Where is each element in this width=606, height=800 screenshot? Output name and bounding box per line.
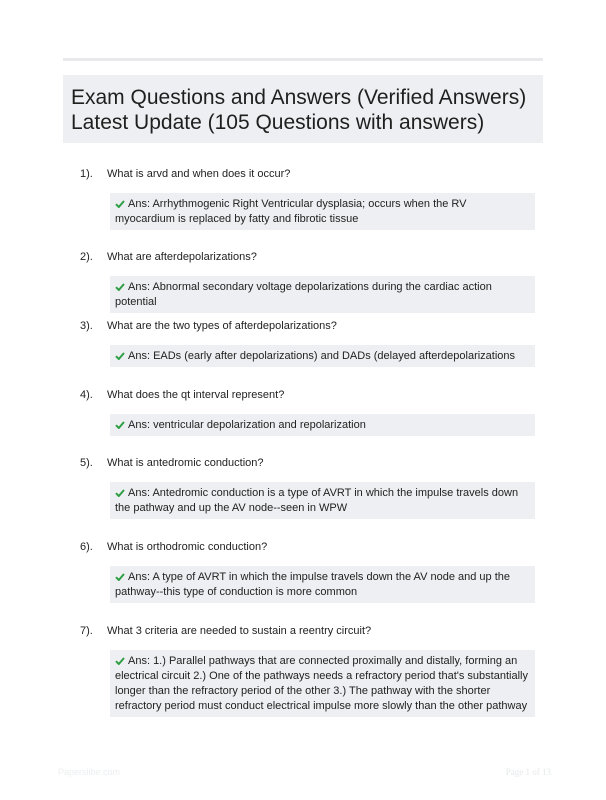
answer-text: Ans: Abnormal secondary voltage depolarizations during the cardiac action potential [115, 281, 492, 308]
question-text: What does the qt interval represent? [107, 389, 285, 401]
answer-text: Ans: 1.) Parallel pathways that are connected proximally and distally, forming an electrical circuit 2.) One of the pathways needs a refractory period that's substantially longer than the refractory period of the other 3.) The pathway with the shorter refractory period must conduct electrical impulse more slowly than the other pathway [115, 655, 528, 712]
check-icon [115, 573, 125, 581]
question-number: 3). [80, 320, 93, 332]
answer-text: Ans: Antedromic conduction is a type of AVRT in which the impulse travels down the pathway and up the AV node--seen in WPW [115, 487, 519, 514]
answer-box [110, 566, 535, 603]
question-number: 6). [80, 541, 93, 553]
check-icon [115, 352, 125, 360]
check-icon [115, 200, 125, 208]
question-text: What are afterdepolarizations? [107, 251, 257, 263]
answer-text: Ans: EADs (early after depolarizations) and DADs (delayed afterdepolarizations [128, 350, 516, 362]
question-number: 1). [80, 168, 93, 180]
question-text: What is antedromic conduction? [107, 457, 264, 469]
question-item-1 [80, 167, 536, 230]
question-number: 7). [80, 625, 93, 637]
page-title-line-2: Latest Update (105 Questions with answers) [71, 111, 485, 134]
check-icon [115, 489, 125, 497]
answer-box [110, 482, 535, 519]
question-item-2 [80, 250, 536, 313]
question-item-4 [80, 388, 536, 436]
answer-box [110, 276, 535, 313]
answer-box [110, 345, 535, 367]
question-number: 2). [80, 251, 93, 263]
question-text: What are the two types of afterdepolarizations? [107, 320, 337, 332]
footer-watermark: Paperslibe.com [58, 767, 121, 777]
title-banner [63, 75, 543, 143]
question-item-6 [80, 540, 536, 603]
question-number: 4). [80, 389, 93, 401]
check-icon [115, 421, 125, 429]
answer-box [110, 414, 535, 436]
answer-text: Ans: Arrhythmogenic Right Ventricular dysplasia; occurs when the RV myocardium is replaced by fatty and fibrotic tissue [115, 198, 467, 225]
question-text: What is orthodromic conduction? [107, 541, 268, 553]
answer-text: Ans: ventricular depolarization and repolarization [128, 419, 366, 431]
question-number: 5). [80, 457, 93, 469]
page-title-line-1: Exam Questions and Answers (Verified Answers) [71, 86, 527, 109]
question-text: What 3 criteria are needed to sustain a reentry circuit? [107, 625, 372, 637]
question-item-7 [80, 624, 536, 717]
answer-text: Ans: A type of AVRT in which the impulse travels down the AV node and up the pathway--this type of conduction is more common [115, 571, 510, 598]
question-text: What is arvd and when does it occur? [107, 168, 291, 180]
top-divider [63, 58, 543, 61]
answer-box [110, 193, 535, 230]
question-item-3 [80, 319, 536, 367]
answer-box [110, 650, 535, 717]
page-number: Page 1 of 13 [505, 767, 551, 777]
check-icon [115, 283, 125, 291]
check-icon [115, 657, 125, 665]
question-item-5 [80, 456, 536, 519]
